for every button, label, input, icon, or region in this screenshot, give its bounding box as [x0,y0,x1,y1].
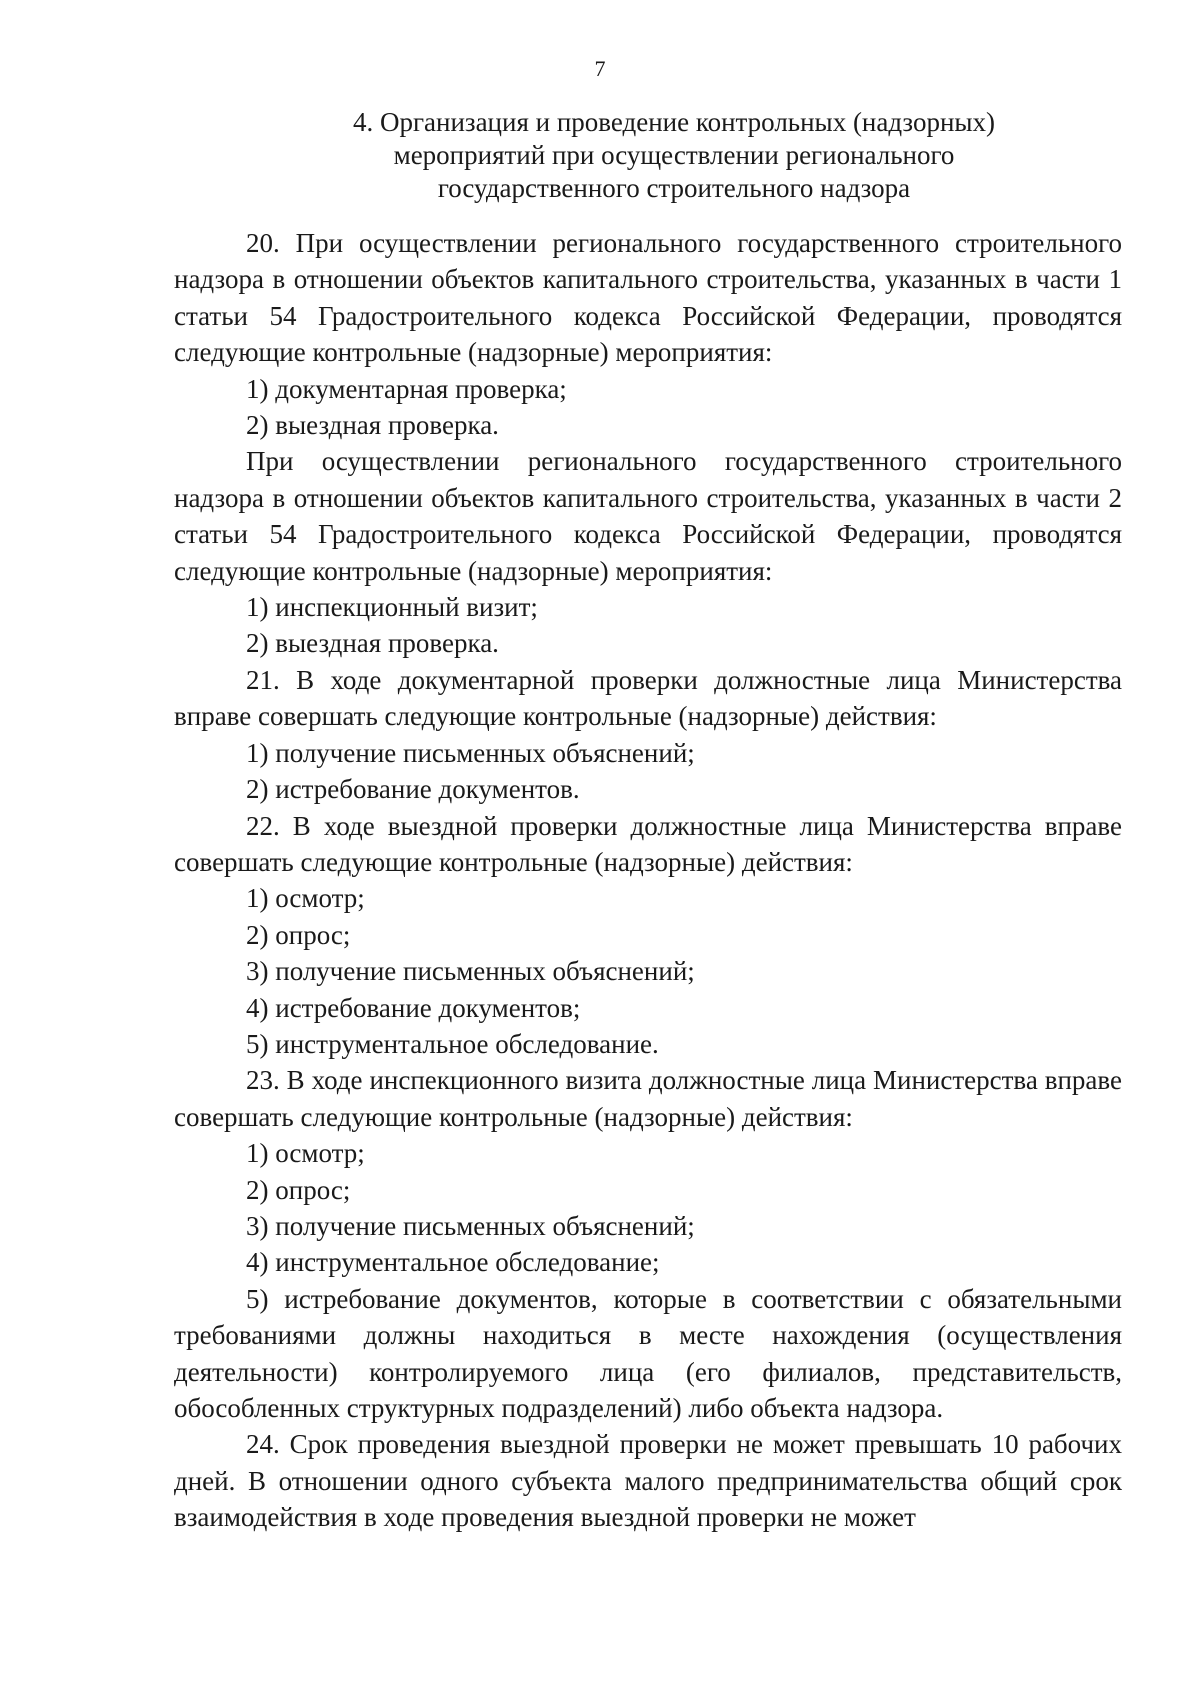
paragraph-20: 20. При осуществлении регионального государственного строительного надзора в отношении объектов капитального строительства, указанных в части 1 статьи 54 Градостроительного кодекса Российской Федерации, проводятся следующие контрольные (надзорные) мероприятия: [174,228,1122,368]
list-item: 2) опрос; [246,919,351,950]
paragraph-24: 24. Срок проведения выездной проверки не может превышать 10 рабочих дней. В отношении одного субъекта малого предпринимательства общий срок взаимодействия в ходе проведения выездной проверки не может [174,1429,1122,1533]
list-item: 2) опрос; [246,1174,351,1205]
list-item: 2) выездная проверка. [246,410,499,441]
section-heading-line: государственного строительного надзора [437,173,911,203]
section-heading [160,106,1188,205]
section-heading-line: 4. Организация и проведение контрольных (надзорных) [352,107,996,137]
list-item: 4) истребование документов; [246,992,581,1023]
list-item: 1) документарная проверка; [246,373,567,404]
paragraph-22: 22. В ходе выездной проверки должностные лица Министерства вправе совершать следующие контрольные (надзорные) действия: [174,810,1122,877]
page-number: 7 [594,56,606,81]
list-item: 5) инструментальное обследование. [246,1028,659,1059]
list-item: 1) осмотр; [246,1138,365,1169]
list-item: 1) осмотр; [246,883,365,914]
paragraph-20-part-2: При осуществлении регионального государственного строительного надзора в отношении объектов капитального строительства, указанных в части 2 статьи 54 Градостроительного кодекса Российской Федерации, проводятся следующие контрольные (надзорные) мероприятия: [174,446,1122,586]
paragraph-21: 21. В ходе документарной проверки должностные лица Министерства вправе совершать следующие контрольные (надзорные) действия: [174,664,1122,732]
paragraph-23: 23. В ходе инспекционного визита должностные лица Министерства вправе совершать следующие контрольные (надзорные) действия: [174,1065,1122,1132]
list-item: 1) получение письменных объяснений; [246,737,695,768]
list-item: 2) истребование документов. [246,774,580,805]
list-item: 3) получение письменных объяснений; [246,1210,695,1241]
list-item: 2) выездная проверка. [246,628,499,659]
list-item: 1) инспекционный визит; [246,592,538,623]
section-heading-line: мероприятий при осуществлении регионального [393,140,955,170]
list-item: 3) получение письменных объяснений; [246,956,695,987]
list-item-long: 5) истребование документов, которые в соответствии с обязательными требованиями должны находиться в месте нахождения (осуществления деятельности) контролируемого лица (его филиалов, представительств, обособленных структурных подразделений) либо объекта надзора. [174,1283,1122,1423]
list-item: 4) инструментальное обследование; [246,1247,660,1278]
document-body [174,225,1122,1536]
